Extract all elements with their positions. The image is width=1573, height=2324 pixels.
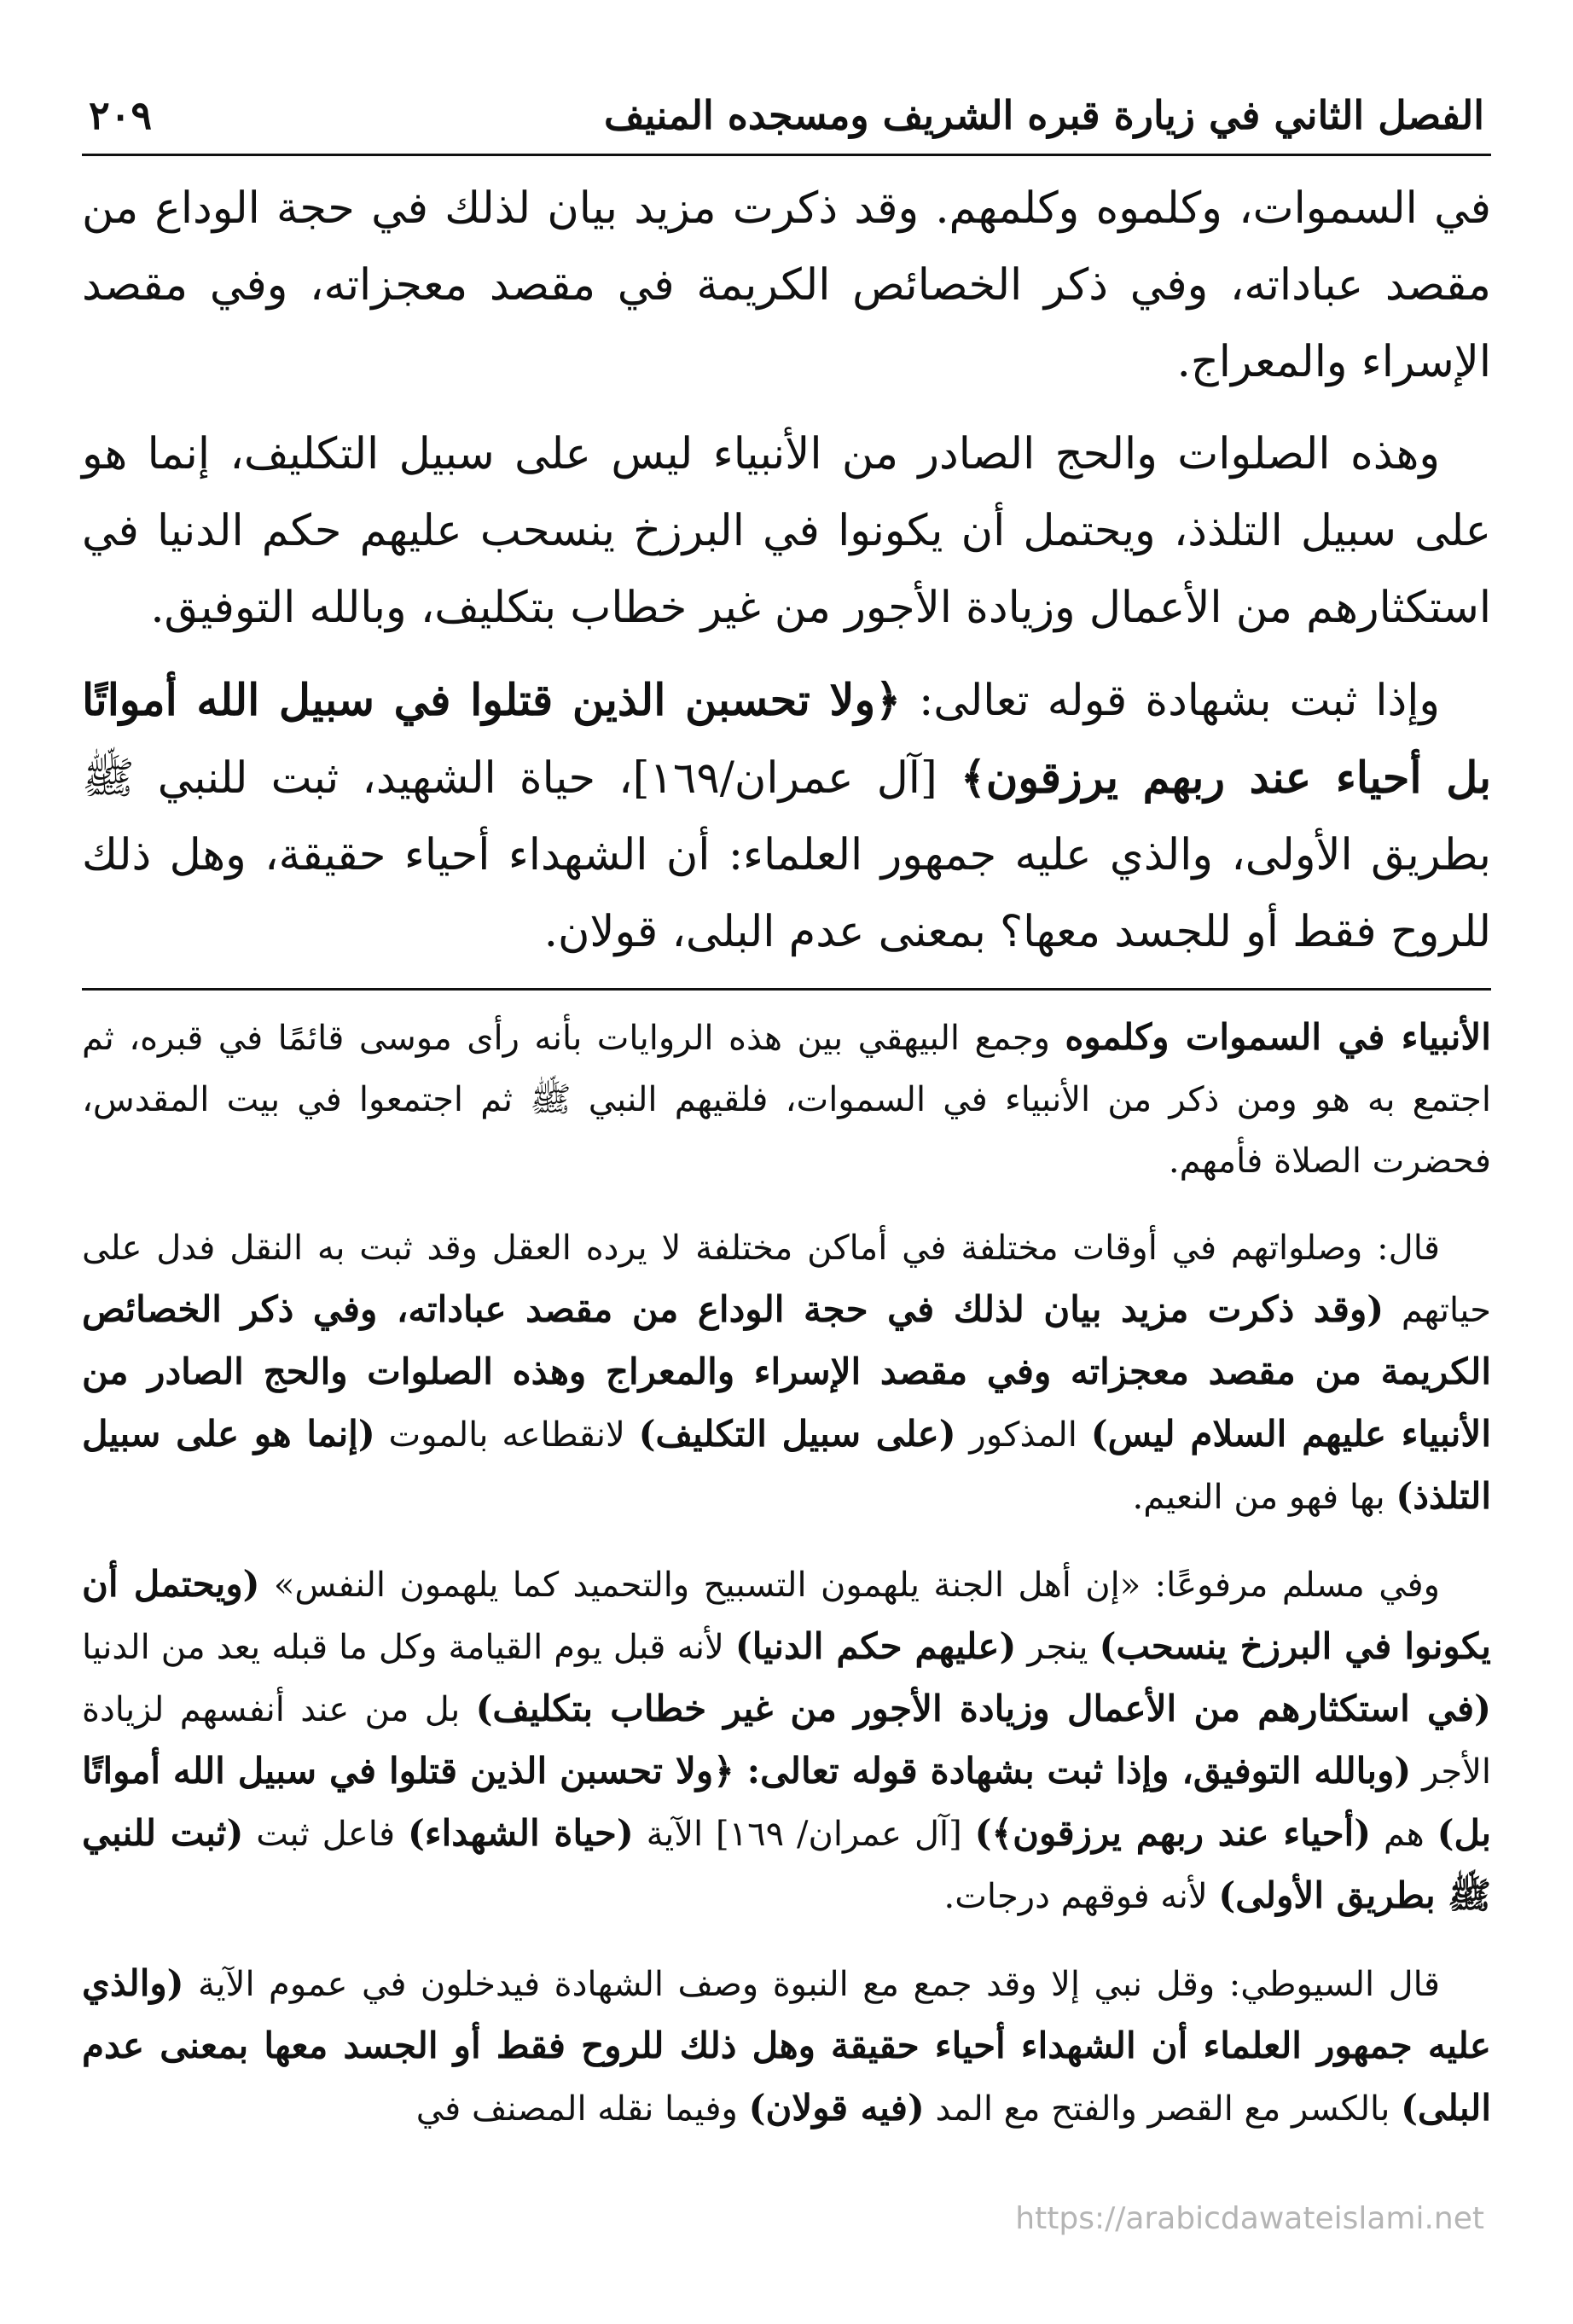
- commentary-text: لأنه قبل يوم القيامة وكل ما قبله يعد من الدنيا: [82, 1628, 735, 1667]
- commentary-paragraph: [82, 1953, 1491, 2140]
- commentary-text: [آل عمران/ ١٦٩] الآية: [633, 1815, 975, 1854]
- quoted-text: (حياة الشهداء): [408, 1812, 634, 1854]
- commentary-text: بل من عند أنفسهم لزيادة الأجر: [82, 1690, 1491, 1792]
- commentary-text: قال: وصلواتهم في أوقات مختلفة في أماكن مختلفة لا يرده العقل وقد ثبت به النقل فدل على حياتهم: [82, 1229, 1491, 1330]
- running-title: الفصل الثاني في زيارة قبره الشريف ومسجده المنيف: [604, 92, 1484, 138]
- quoted-text: (في استكثارهم من الأعمال وزيادة الأجور من غير خطاب بتكليف): [475, 1688, 1491, 1729]
- quoted-text: (ويحتمل أن يكونوا في البرزخ ينسحب): [82, 1563, 1491, 1667]
- commentary-text: بها فهو من النعيم.: [1132, 1478, 1396, 1517]
- quoted-text: (عليهم حكم الدنيا): [734, 1625, 1017, 1667]
- commentary-text: بالكسر مع القصر والفتح مع المد: [924, 2089, 1402, 2129]
- quoted-text: (ثبت للنبي ﷺ بطريق الأولى): [82, 1812, 1491, 1916]
- commentary-paragraph: [82, 1554, 1491, 1927]
- commentary-text: قال السيوطي: وقل نبي إلا وقد جمع مع النبوة وصف الشهادة فيدخلون في عموم الآية: [183, 1965, 1440, 2004]
- quoted-text: (على سبيل التكليف): [638, 1413, 956, 1455]
- commentary-text: وجمع البيهقي بين هذه الروايات بأنه رأى موسى قائمًا في قبره، ثم اجتمع به هو ومن ذكر من الأنبياء في السموات، فلقيهم النبي ﷺ ثم اجتمعوا في بيت المقدس، فحضرت الصلاة فأمهم.: [82, 1019, 1491, 1181]
- page-header: [82, 77, 1491, 156]
- commentary-paragraph: [82, 1217, 1491, 1528]
- watermark-url: https://arabicdawateislami.net: [1015, 2201, 1484, 2236]
- commentary-paragraph: [82, 1007, 1491, 1192]
- quoted-text: الأنبياء في السموات وكلموه: [1065, 1016, 1491, 1058]
- commentary-text: وفي مسلم مرفوعًا: «إن أهل الجنة يلهمون التسبيح والتحميد كما يلهمون النفس»: [259, 1566, 1440, 1605]
- commentary-text: المذكور: [955, 1415, 1091, 1455]
- commentary-section: [82, 1007, 1491, 2218]
- commentary-text: وفيما نقله المصنف في: [415, 2089, 749, 2129]
- quoted-text: (والذي عليه جمهور العلماء أن الشهداء أحياء حقيقة وهل ذلك للروح فقط أو الجسد معها بمعنى عدم البلى): [82, 1962, 1491, 2129]
- main-paragraph: وهذه الصلوات والحج الصادر من الأنبياء ليس على سبيل التكليف، إنما هو على سبيل التلذذ، ويحتمل أن يكونوا في البرزخ ينسحب عليهم حكم الدنيا في استكثارهم من الأعمال وزيادة الأجور من غير خطاب بتكليف، وبالله التوفيق.: [82, 429, 1491, 633]
- commentary-text: لأنه فوقهم درجات.: [943, 1877, 1219, 1916]
- quoted-text: (إنما هو على سبيل التلذذ): [82, 1413, 1491, 1517]
- main-text: [82, 171, 1491, 956]
- commentary-text: ينجر: [1016, 1628, 1100, 1667]
- commentary-text: فاعل ثبت: [243, 1815, 408, 1854]
- quoted-text: (وبالله التوفيق، وإذا ثبت بشهادة قوله تعالى: ﴿ولا تحسبن الذين قتلوا في سبيل الله أمواتًا بل): [82, 1750, 1492, 1854]
- quoted-text: (وقد ذكرت مزيد بيان لذلك في حجة الوداع من مقصد عباداته، وفي ذكر الخصائص الكريمة من مقصد معجزاته وفي مقصد الإسراء والمعراج وهذه الصلوات والحج الصادر من الأنبياء عليهم السلام ليس): [82, 1288, 1491, 1455]
- quoted-text: (فيه قولان): [748, 2087, 925, 2129]
- quran-verse: ﴿ولا تحسبن الذين قتلوا في سبيل الله أمواتًا بل أحياء عند ربهم يرزقون﴾: [82, 675, 1492, 804]
- quoted-text: (أحياء عند ربهم يرزقون﴾): [974, 1812, 1372, 1854]
- footnote-divider: [82, 988, 1491, 991]
- commentary-text: لانقطاعه بالموت: [374, 1415, 639, 1455]
- main-paragraph: في السموات، وكلموه وكلمهم. وقد ذكرت مزيد بيان لذلك في حجة الوداع من مقصد عباداته، وفي ذكر الخصائص الكريمة في مقصد معجزاته، وفي مقصد الإسراء والمعراج.: [82, 183, 1491, 387]
- main-text-span: وإذا ثبت بشهادة قوله تعالى:: [901, 676, 1440, 726]
- main-text-span: [آل عمران/١٦٩]، حياة الشهيد، ثبت للنبي ﷺ بطريق الأولى، والذي عليه جمهور العلماء: أن الشهداء أحياء حقيقة، وهل ذلك للروح فقط أو للجسد معها؟ بمعنى عدم البلى، قولان.: [82, 753, 1491, 957]
- page-number: ٢٠٩: [89, 92, 153, 138]
- main-paragraph: [82, 662, 1491, 971]
- commentary-text: هم: [1371, 1815, 1437, 1854]
